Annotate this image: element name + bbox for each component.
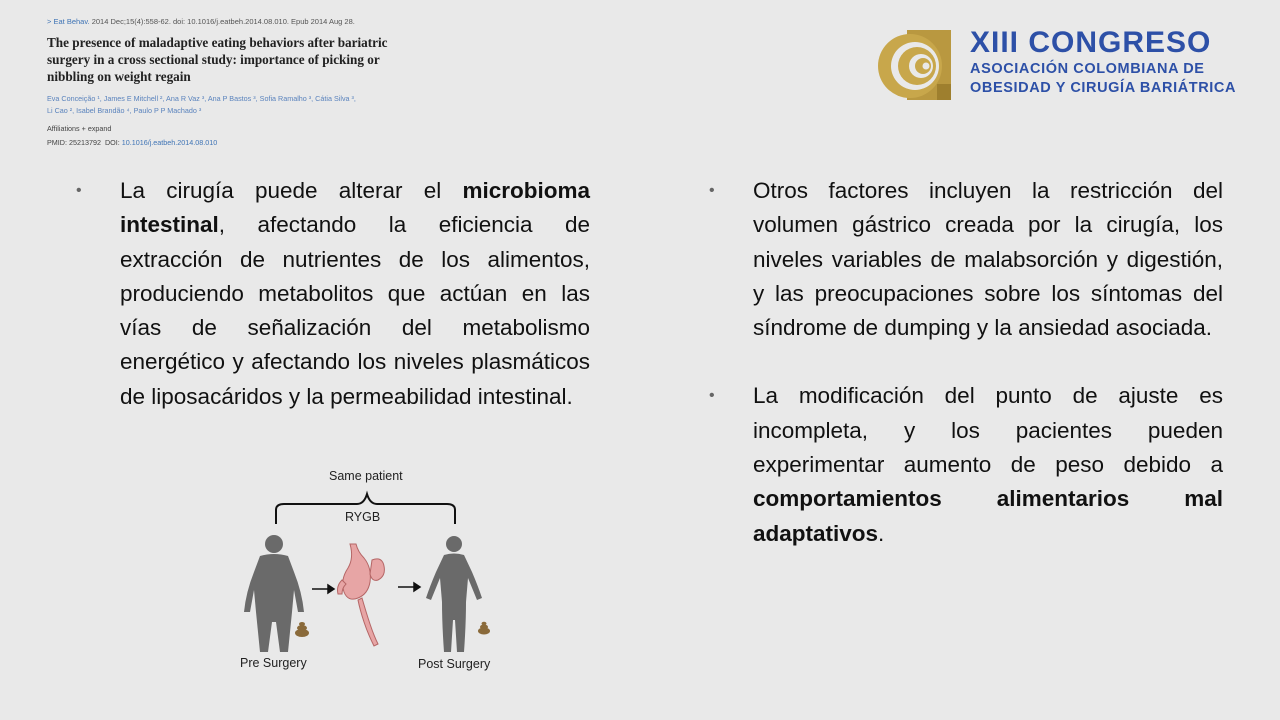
pre-surgery-body-icon	[244, 535, 304, 652]
citation-meta-line	[47, 16, 427, 28]
left-bullet-list	[76, 174, 590, 414]
expand-affiliations-button[interactable]: + expand	[81, 124, 112, 133]
logo-subtitle-1: ASOCIACIÓN COLOMBIANA DE	[970, 61, 1205, 77]
bullet-dot-icon: •	[709, 182, 715, 199]
bullet-dot-icon: •	[76, 182, 82, 199]
chevron-right-icon: >	[47, 17, 52, 26]
bullet-item	[709, 379, 1223, 550]
bullet-dot-icon: •	[709, 387, 715, 405]
author-list	[47, 93, 427, 117]
rygb-diagram	[232, 462, 502, 677]
authors-line-1[interactable]: Eva Conceição ¹, James E Mitchell ², Ana R Vaz ³, Ana P Bastos ³, Sofia Ramalho ³, Cátia Silva ³,	[47, 94, 356, 103]
arrow-right-icon	[312, 585, 334, 593]
right-bullet-list	[709, 174, 1223, 551]
article-title: The presence of maladaptive eating behaviors after bariatric surgery in a cross sectional study: importance of picking or nibbling on weight regain	[47, 35, 388, 84]
logo-subtitle-2: OBESIDAD Y CIRUGÍA BARIÁTRICA	[970, 80, 1237, 96]
stool-icon	[295, 622, 309, 637]
stool-icon	[478, 622, 490, 635]
bullet-emphasis: microbioma intestinal	[120, 178, 590, 238]
doi-label: DOI:	[104, 138, 122, 147]
rygb-figure	[232, 462, 502, 677]
bullet-text: .	[878, 520, 885, 546]
pmid: PMID: 25213792	[47, 138, 101, 147]
bullet-emphasis: comportamientos alimentarios mal adaptativos	[753, 486, 1223, 546]
congress-emblem-icon	[877, 26, 953, 102]
post-surgery-label: Post Surgery	[418, 657, 491, 671]
bullet-text: Otros factores incluyen la restricción del volumen gástrico creada por la cirugía, los niveles variables de malabsorción y digestión, y las preocupaciones sobre los síntomas del síndrome de dumping y la ansiedad asociada.	[753, 178, 1223, 341]
rygb-label: RYGB	[345, 510, 381, 524]
bullet-item	[709, 174, 1223, 345]
stomach-bypass-icon	[338, 544, 385, 646]
bullet-text: La modificación del punto de ajuste es incompleta, y los pacientes pueden experimentar aumento de peso debido a	[753, 383, 1223, 478]
post-surgery-body-icon	[426, 536, 482, 652]
affiliations-label: Affiliations	[47, 124, 80, 133]
pre-surgery-label: Pre Surgery	[240, 656, 307, 670]
doi-link[interactable]: 10.1016/j.eatbeh.2014.08.010	[121, 138, 218, 147]
congress-logo	[877, 26, 1257, 102]
bullet-text: La cirugía puede alterar el	[120, 178, 463, 203]
same-patient-label: Same patient	[329, 469, 403, 483]
citation-meta: 2014 Dec;15(4):558-62. doi: 10.1016/j.eatbeh.2014.08.010. Epub 2014 Aug 28.	[89, 17, 355, 26]
journal-link[interactable]: Eat Behav.	[53, 17, 90, 26]
bullet-item	[76, 174, 590, 414]
article-citation	[47, 16, 427, 149]
bullet-text: , afectando la eficiencia de extracción de nutrientes de los alimentos, produciendo metabolitos que actúan en las vías de señalización del metabolismo energético y afectando los niveles plasmáticos de liposacáridos y la permeabilidad intestinal.	[120, 212, 590, 409]
authors-line-2[interactable]: Li Cao ², Isabel Brandão ⁴, Paulo P P Machado ³	[47, 106, 202, 115]
identifiers-row	[47, 137, 427, 149]
affiliations-row	[47, 123, 427, 135]
arrow-right-icon	[398, 583, 420, 591]
logo-title: XIII CONGRESO	[970, 26, 1212, 59]
